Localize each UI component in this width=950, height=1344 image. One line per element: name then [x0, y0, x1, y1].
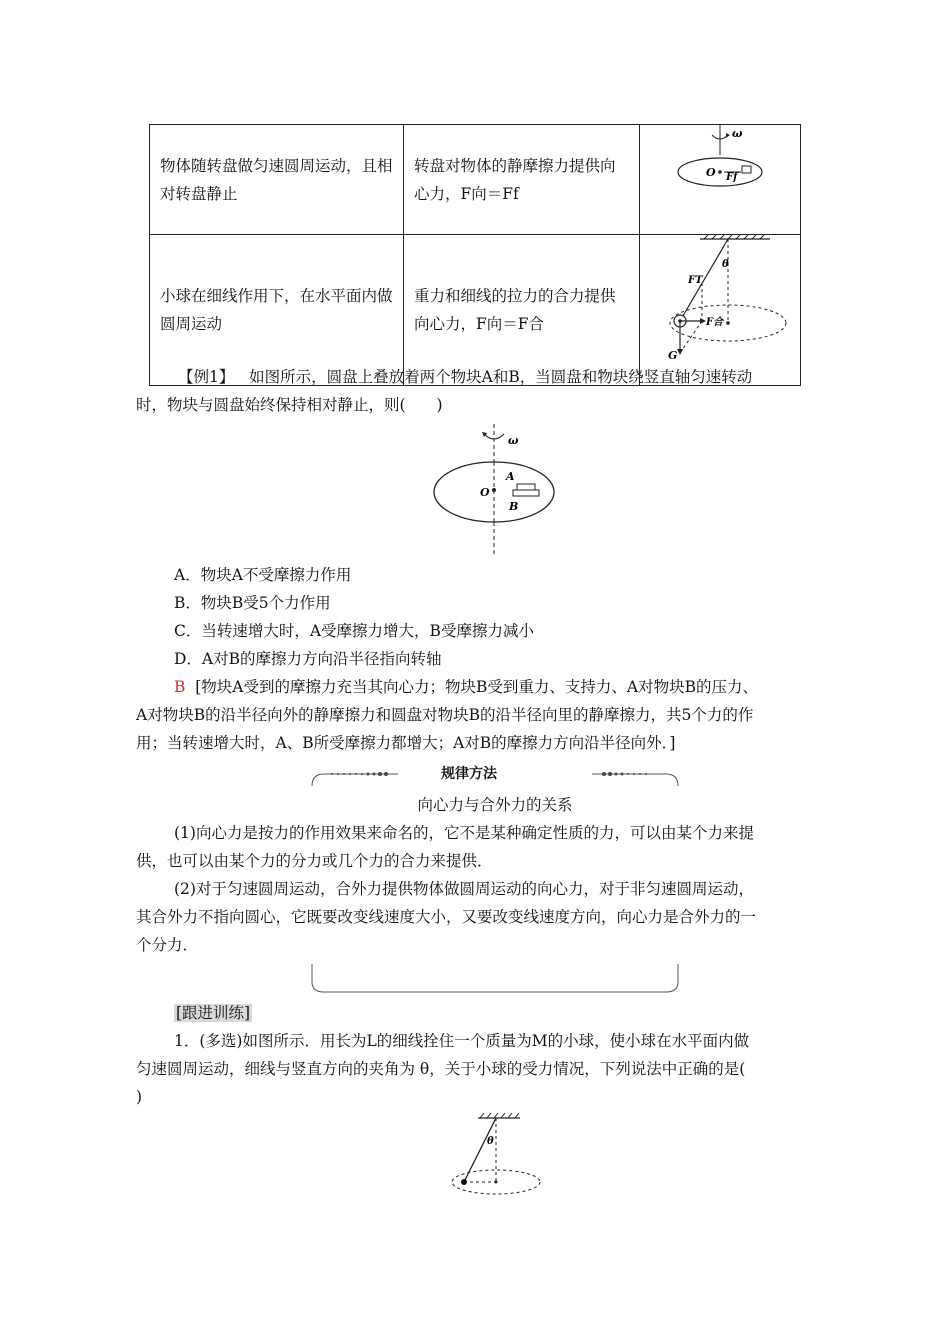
method-paragraph-line: (1)向心力是按力的作用效果来命名的，它不是某种确定性质的力，可以由某个力来提 [174, 824, 754, 842]
training-tag: [跟进训练] [176, 1004, 251, 1022]
table-cell-motion [150, 125, 404, 235]
disc-figure [420, 424, 570, 556]
explanation-line: A对物块B的沿半径向外的静摩擦力和圆盘对物块B的沿半径向里的静摩擦力，共5个力的作 [136, 706, 754, 724]
method-paragraph-line: 供，也可以由某个力的分力或几个力的合力来提供． [136, 852, 493, 870]
motion-text: 小球在细线作用下，在水平面内做圆周运动 [160, 287, 393, 333]
table-cell-figure [640, 125, 801, 235]
method-title: 向心力与合外力的关系 [417, 796, 573, 814]
gravity-label: G [668, 349, 678, 362]
block-b-label: B [509, 500, 519, 513]
net-force-label: F合 [706, 317, 724, 328]
table-cell-source [404, 235, 640, 386]
theta-label: θ [722, 259, 729, 270]
motion-text: 物体随转盘做匀速圆周运动，且相对转盘静止 [160, 156, 393, 203]
table-row [150, 235, 801, 386]
table-row [150, 125, 801, 235]
table-cell-motion [150, 235, 404, 386]
method-paragraph-line: 其合外力不指向圆心，它既要改变线速度大小，又要改变线速度方向，向心力是合外力的一 [136, 908, 757, 926]
answer-letter: B [174, 678, 186, 696]
option-b: B．物块B受5个力作用 [174, 594, 331, 612]
theta-label: θ [487, 1136, 494, 1147]
source-line: 重力和细线的拉力的合力提供 [414, 287, 616, 305]
o-label: O [706, 166, 716, 179]
method-badge: 规律方法 [441, 766, 497, 782]
o-label: O [480, 486, 490, 499]
conical-pendulum-figure [640, 235, 800, 376]
option-a: A．物块A不受摩擦力作用 [174, 566, 352, 584]
training-heading [174, 1000, 854, 1026]
explanation-line [174, 674, 854, 700]
block-a-label: A [506, 470, 515, 483]
option-d: D．A对B的摩擦力方向沿半径指向转轴 [174, 650, 442, 668]
question-line: ) [136, 1088, 143, 1106]
table-cell-figure [640, 235, 801, 386]
question-line: 匀速圆周运动，细线与竖直方向的夹角为 θ，关于小球的受力情况，下列说法中正确的是( [136, 1060, 746, 1078]
turntable-figure [640, 125, 800, 225]
friction-label: Ff [726, 172, 738, 183]
question-line: 1．(多选)如图所示．用长为L的细线拴住一个质量为M的小球，使小球在水平面内做 [174, 1032, 750, 1050]
example-stem: 如图所示，圆盘上叠放着两个物块A和B，当圆盘和物块绕竖直轴匀速转动 [249, 368, 753, 386]
table-cell-source [404, 125, 640, 235]
pendulum-figure [450, 1112, 550, 1202]
tension-label: FT [688, 275, 703, 286]
source-line: 向心力，F向＝F合 [414, 315, 545, 333]
method-paragraph-line: 个分力． [136, 936, 199, 954]
option-c: C．当转速增大时，A受摩擦力增大，B受摩擦力减小 [174, 622, 534, 640]
explanation-text: [物块A受到的摩擦力充当其向心力；物块B受到重力、支持力、A对物块B的压力、 [195, 678, 758, 696]
omega-label: ω [732, 127, 743, 140]
example-stem-line: 时，物块与圆盘始终保持相对静止，则( ) [136, 396, 443, 414]
source-line: 心力，F向＝Ff [414, 184, 519, 203]
method-paragraph-line: (2)对于匀速圆周运动，合外力提供物体做圆周运动的向心力，对于非匀速圆周运动， [174, 880, 754, 898]
comparison-table [149, 124, 801, 386]
example-tag: 【例1】 [178, 368, 235, 386]
omega-label: ω [508, 434, 519, 447]
source-line: 转盘对物体的静摩擦力提供向 [414, 156, 616, 175]
example-stem-line [178, 364, 858, 390]
explanation-line: 用；当转速增大时，A、B所受摩擦力都增大；A对B的摩擦力方向沿半径向外．] [136, 734, 676, 752]
